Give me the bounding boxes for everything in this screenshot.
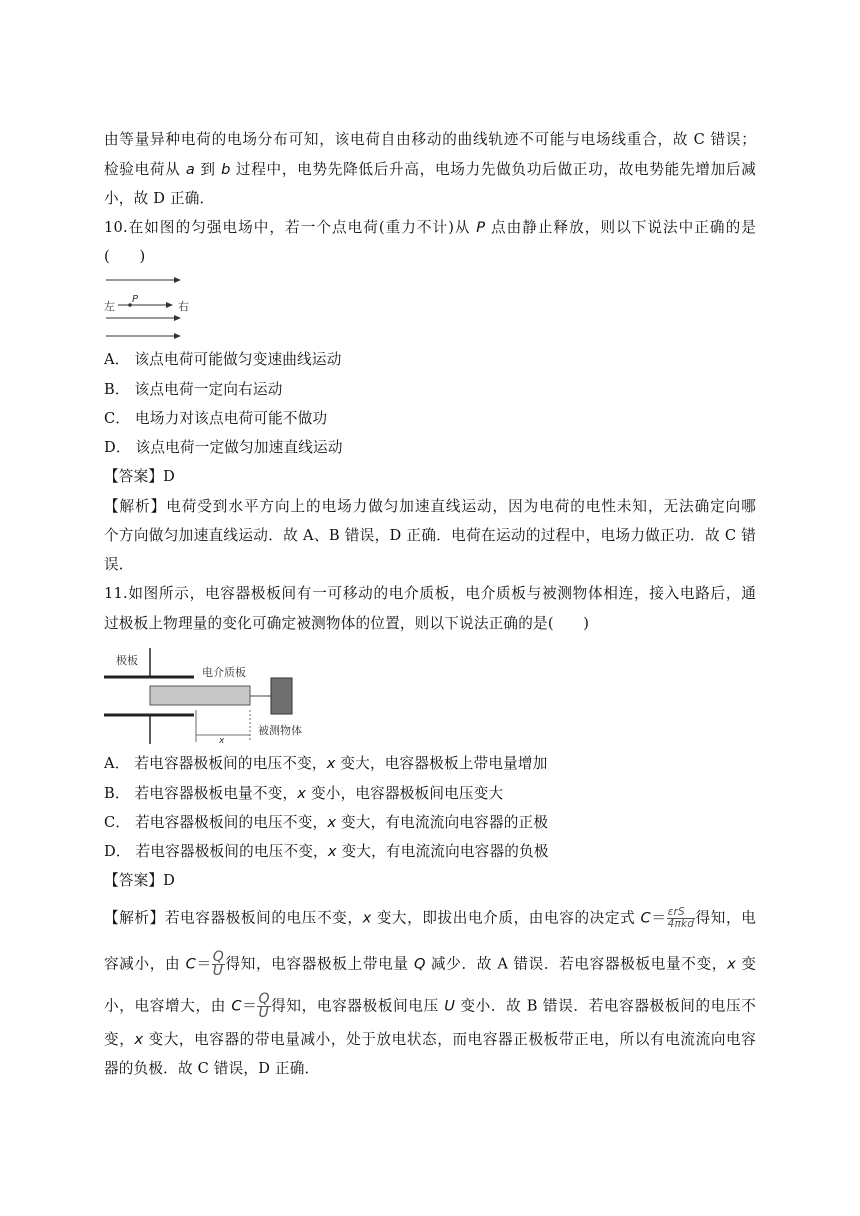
q11-option-b: B． 若电容器极板电量不变，x 变小，电容器极板间电压变大 bbox=[104, 785, 504, 802]
q11-stem-line-2: 过极板上物理量的变化可确定被测物体的位置，则以下说法正确的是( ) bbox=[104, 615, 590, 632]
q11-option-c: C． 若电容器极板间的电压不变，x 变大，有电流流向电容器的正极 bbox=[104, 814, 549, 831]
q11-capacitor-figure bbox=[104, 644, 304, 744]
q10-option-a: A． 该点电荷可能做匀变速曲线运动 bbox=[104, 351, 342, 368]
q11-analysis-line-4: 变，x 变大，电容器的带电量减小，处于放电状态，而电容器正极板带正电，所以有电流流向电容 bbox=[104, 1031, 757, 1048]
q10-option-c: C． 电场力对该点电荷可能不做功 bbox=[104, 410, 328, 427]
intro-line-1: 由等量异种电荷的电场分布可知，该电荷自由移动的曲线轨迹不可能与电场线重合，故 C 错误； bbox=[104, 131, 756, 148]
q-over-u-formula: $\frac{Q}{U}$ bbox=[258, 991, 270, 1021]
plate-label: 极板 bbox=[116, 654, 138, 667]
capacitance-formula: $\frac{\text{εrS}}{\text{4πkd}}$ bbox=[667, 906, 695, 930]
q10-analysis-line-2: 个方向做匀加速直线运动．故 A、B 错误，D 正确．电荷在运动的过程中，电场力做正功．故 C 错 bbox=[104, 527, 756, 544]
q-over-u-formula: $\frac{Q}{U}$ bbox=[212, 949, 224, 979]
q11-stem-line-1: 11.如图所示，电容器极板间有一可移动的电介质板，电介质板与被测物体相连，接入电路后，通 bbox=[104, 585, 756, 602]
q11-option-a: A． 若电容器极板间的电压不变，x 变大，电容器极板上带电量增加 bbox=[104, 755, 548, 772]
q11-option-d: D． 若电容器极板间的电压不变，x 变大，有电流流向电容器的负极 bbox=[104, 843, 549, 860]
q11-analysis-line-5: 器的负极．故 C 错误，D 正确． bbox=[104, 1060, 320, 1077]
point-p-label: P bbox=[132, 294, 139, 305]
left-label: 左 bbox=[104, 300, 115, 313]
q10-uniform-field-figure bbox=[104, 272, 194, 342]
intro-line-3: 小，故 D 正确． bbox=[104, 190, 215, 207]
measured-object bbox=[271, 678, 292, 714]
q10-analysis-line-3: 误． bbox=[104, 556, 134, 573]
q10-analysis-line-1: 【解析】电荷受到水平方向上的电场力做匀加速直线运动，因为电荷的电性未知，无法确定向哪 bbox=[104, 498, 756, 515]
dielectric-slab bbox=[150, 686, 250, 705]
q10-stem-line-1: 10.在如图的匀强电场中，若一个点电荷(重力不计)从 P 点由静止释放，则以下说法中正确的是 bbox=[104, 219, 756, 236]
q10-option-b: B． 该点电荷一定向右运动 bbox=[104, 381, 283, 398]
q11-analysis-line-1: 【解析】若电容器极板间的电压不变，x 变大，即拔出电介质，由电容的决定式 C＝ $\frac{\text{εrS}}{\text{4πkd}}$ 得知，电 bbox=[104, 906, 756, 930]
object-label: 被测物体 bbox=[258, 724, 302, 737]
q11-analysis-line-3: 小，电容增大，由 C＝ $\frac{Q}{U}$ 得知，电容器极板间电压 U 变小．故 B 错误．若电容器极板间的电压不 bbox=[104, 991, 756, 1021]
q10-option-d: D． 该点电荷一定做匀加速直线运动 bbox=[104, 439, 343, 456]
intro-line-2: 检验电荷从 a 到 b 过程中，电势先降低后升高，电场力先做负功后做正功，故电势能先增加后减 bbox=[104, 161, 756, 178]
dielectric-label: 电介质板 bbox=[202, 666, 246, 679]
q10-stem-line-2: ( ) bbox=[104, 248, 146, 265]
q11-answer: 【答案】D bbox=[104, 872, 176, 889]
q10-answer: 【答案】D bbox=[104, 468, 176, 485]
q11-analysis-line-2: 容减小，由 C＝ $\frac{Q}{U}$ 得知，电容器极板上带电量 Q 减少．故 A 错误．若电容器极板电量不变，x 变 bbox=[104, 949, 757, 979]
x-label: x bbox=[219, 736, 225, 744]
right-label: 右 bbox=[178, 300, 189, 313]
